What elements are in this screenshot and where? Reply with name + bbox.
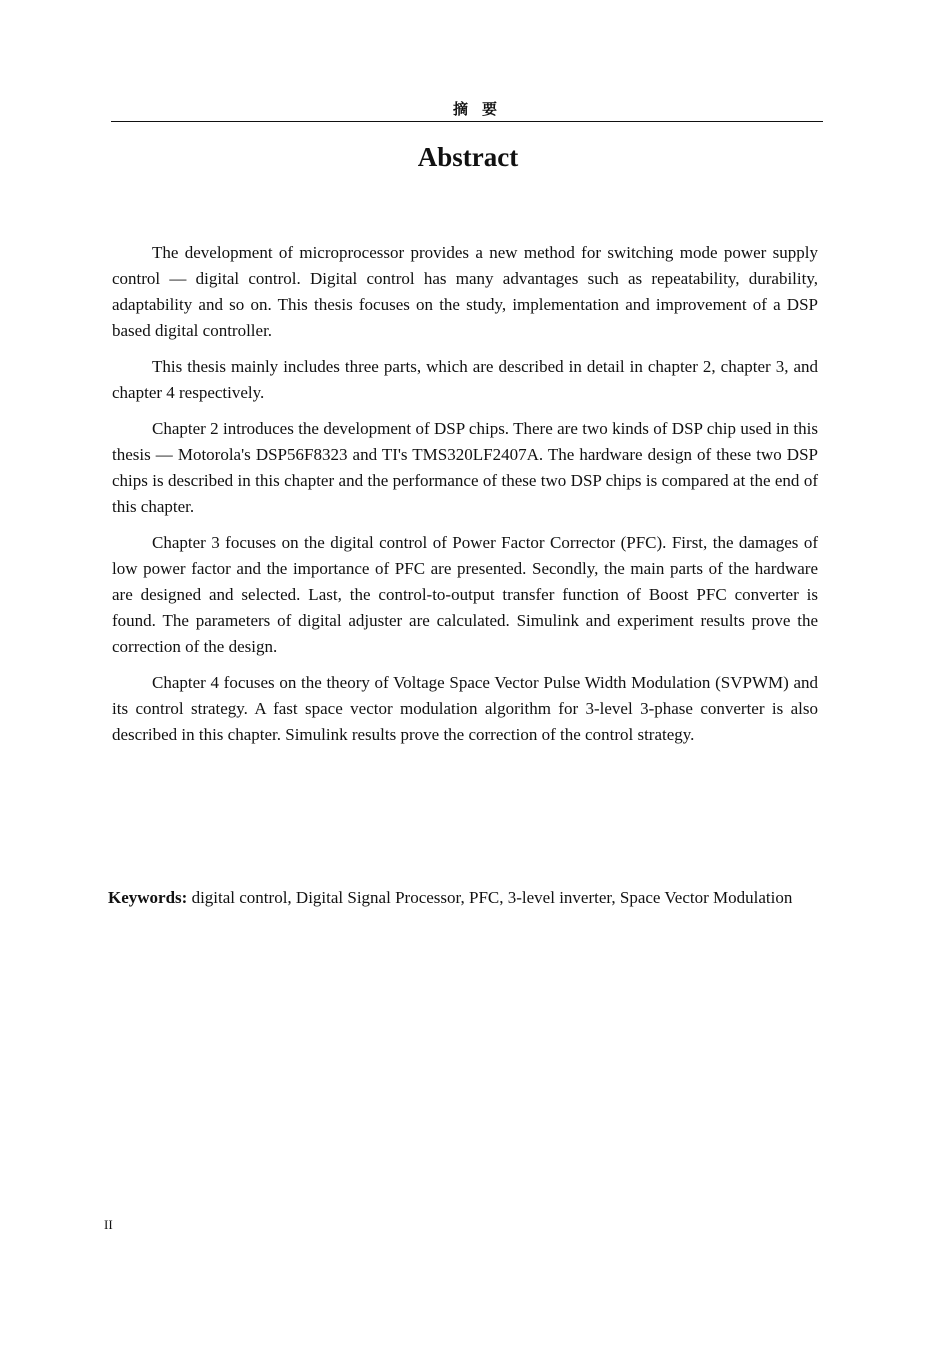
page-number: II: [104, 1217, 113, 1232]
running-header: 摘要: [452, 102, 511, 118]
keywords: [108, 886, 814, 910]
abstract-paragraph-1: The development of microprocessor provides a new method for switching mode power supply control — digital control. Digital control has many advantages such as repeatability, durability, adaptability and so on. This thesis focuses on the study, implementation and improvement of a DSP based digital controller.: [112, 243, 818, 340]
keywords-label: Keywords:: [108, 888, 188, 907]
page-title: Abstract: [417, 142, 519, 172]
abstract-paragraph-3: Chapter 2 introduces the development of DSP chips. There are two kinds of DSP chip used in this thesis — Motorola's DSP56F8323 and TI's TMS320LF2407A. The hardware design of these two DSP chips is described in this chapter and the performance of these two DSP chips is compared at the end of this chapter.: [112, 419, 818, 516]
header-rule: [111, 121, 823, 122]
abstract-paragraph-2: This thesis mainly includes three parts, which are described in detail in chapter 2, chapter 3, and chapter 4 respectively.: [112, 357, 818, 402]
keywords-text: digital control, Digital Signal Processor, PFC, 3-level inverter, Space Vector Modulation: [187, 888, 793, 907]
abstract-body: [112, 240, 818, 758]
abstract-paragraph-5: Chapter 4 focuses on the theory of Voltage Space Vector Pulse Width Modulation (SVPWM) and its control strategy. A fast space vector modulation algorithm for 3-level 3-phase converter is also described in this chapter. Simulink results prove the correction of the control strategy.: [112, 673, 818, 744]
abstract-paragraph-4: Chapter 3 focuses on the digital control of Power Factor Corrector (PFC). First, the damages of low power factor and the importance of PFC are presented. Secondly, the main parts of the hardware are designed and selected. Last, the control-to-output transfer function of Boost PFC converter is found. The parameters of digital adjuster are calculated. Simulink and experiment results prove the correction of the design.: [112, 533, 818, 656]
